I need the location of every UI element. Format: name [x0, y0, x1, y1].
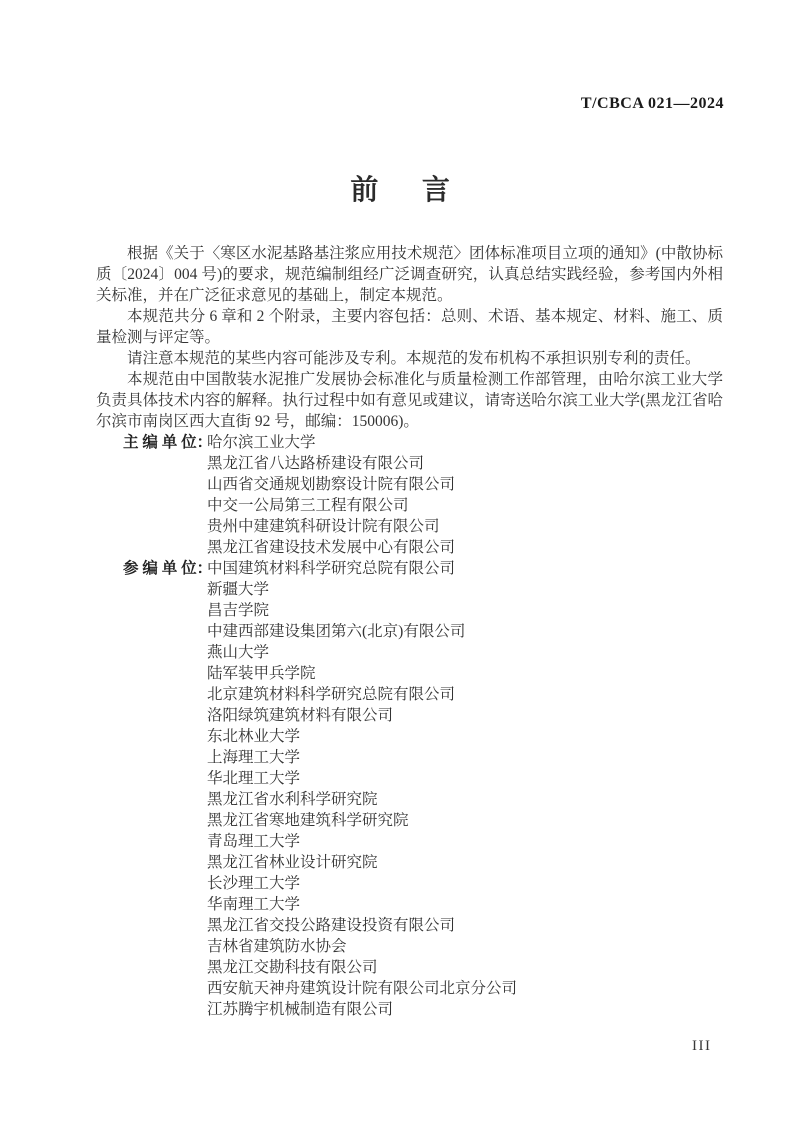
foreword-title-text: 前言 [350, 174, 494, 205]
participating-unit-item: 中建西部建设集团第六(北京)有限公司 [207, 623, 466, 640]
participating-unit-item: 中国建筑材料科学研究总院有限公司 [207, 560, 456, 577]
standard-code: T/CBCA 021—2024 [580, 95, 724, 112]
participating-unit-item: 黑龙江省交投公路建设投资有限公司 [207, 917, 456, 934]
foreword-title [0, 168, 800, 208]
chief-units-list [207, 432, 723, 558]
foreword-content [96, 243, 723, 1020]
participating-units-list [207, 558, 723, 1020]
chief-unit-item: 黑龙江省建设技术发展中心有限公司 [207, 539, 456, 556]
participating-unit-item: 黑龙江省林业设计研究院 [207, 854, 378, 871]
participating-unit-item: 东北林业大学 [207, 728, 301, 745]
chief-unit-item: 黑龙江省八达路桥建设有限公司 [207, 455, 425, 472]
participating-unit-item: 华南理工大学 [207, 896, 301, 913]
participating-unit-item: 吉林省建筑防水协会 [207, 938, 347, 955]
participating-unit-item: 华北理工大学 [207, 770, 301, 787]
page-number: III [692, 1038, 712, 1054]
participating-unit-item: 青岛理工大学 [207, 833, 301, 850]
participating-unit-item: 北京建筑材料科学研究总院有限公司 [207, 686, 456, 703]
foreword-paragraph: 根据《关于〈寒区水泥基路基注浆应用技术规范〉团体标准项目立项的通知》(中散协标质〔2024〕004 号)的要求，规范编制组经广泛调查研究，认真总结实践经验，参考国内外相关标准，并在广泛征求意见的基础上，制定本规范。 [96, 245, 723, 304]
chief-units-label: 主 编 单 位： [123, 434, 213, 451]
participating-unit-item: 长沙理工大学 [207, 875, 301, 892]
participating-unit-item: 新疆大学 [207, 581, 270, 598]
foreword-paragraph: 本规范共分 6 章和 2 个附录，主要内容包括：总则、术语、基本规定、材料、施工、质量检测与评定等。 [96, 308, 723, 346]
chief-unit-item: 贵州中建建筑科研设计院有限公司 [207, 518, 440, 535]
participating-unit-item: 燕山大学 [207, 644, 270, 661]
chief-units-row [96, 432, 723, 558]
foreword-paragraphs [96, 243, 723, 432]
participating-unit-item: 江苏腾宇机械制造有限公司 [207, 1001, 394, 1018]
participating-units-label: 参 编 单 位： [123, 560, 213, 577]
participating-unit-item: 上海理工大学 [207, 749, 301, 766]
participating-unit-item: 黑龙江省水利科学研究院 [207, 791, 378, 808]
foreword-paragraph: 请注意本规范的某些内容可能涉及专利。本规范的发布机构不承担识别专利的责任。 [127, 350, 701, 367]
participating-unit-item: 黑龙江省寒地建筑科学研究院 [207, 812, 409, 829]
participating-units-row [96, 558, 723, 1020]
chief-unit-item: 中交一公局第三工程有限公司 [207, 497, 409, 514]
participating-unit-item: 西安航天神舟建筑设计院有限公司北京分公司 [207, 980, 518, 997]
chief-unit-item: 山西省交通规划勘察设计院有限公司 [207, 476, 456, 493]
participating-unit-item: 陆军装甲兵学院 [207, 665, 316, 682]
participating-unit-item: 昌吉学院 [207, 602, 270, 619]
participating-unit-item: 洛阳绿筑建筑材料有限公司 [207, 707, 394, 724]
chief-unit-item: 哈尔滨工业大学 [207, 434, 316, 451]
foreword-paragraph: 本规范由中国散装水泥推广发展协会标准化与质量检测工作部管理，由哈尔滨工业大学负责具体技术内容的解释。执行过程中如有意见或建议，请寄送哈尔滨工业大学(黑龙江省哈尔滨市南岗区西大直街 92 号，邮编：150006)。 [96, 371, 723, 430]
participating-unit-item: 黑龙江交勘科技有限公司 [207, 959, 378, 976]
